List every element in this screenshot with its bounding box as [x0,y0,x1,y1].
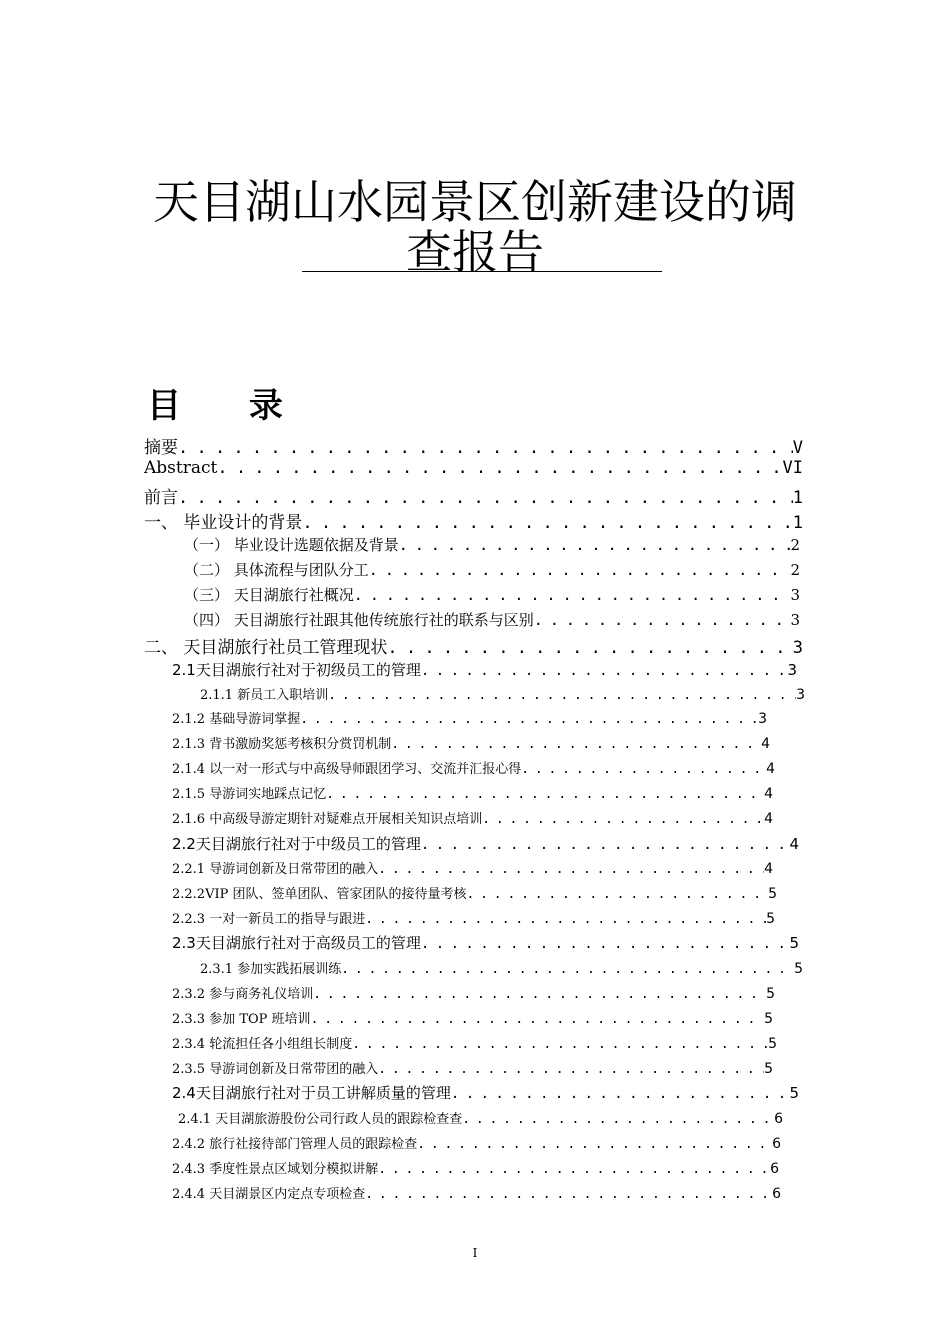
toc-entry[interactable] [184,534,800,555]
toc-entry[interactable] [172,1158,779,1177]
footer-page-number: I [472,1246,478,1260]
toc-entry-label: 摘要 [144,438,178,458]
toc-entry[interactable] [172,708,767,727]
title-underline [302,271,662,272]
toc-entry-label: 2.4.4 天目湖景区内定点专项检查 [172,1187,366,1202]
toc-leader-dots [354,586,791,604]
toc-entry-label: 2.2.1 导游词创新及日常带团的融入 [172,862,379,877]
toc-entry-page: 6 [774,1111,783,1127]
toc-entry-label: （四） 天目湖旅行社跟其他传统旅行社的联系与区别 [184,611,534,629]
toc-entry[interactable] [144,633,803,658]
toc-entry-page: 6 [772,1186,781,1202]
toc-entry[interactable] [144,483,803,508]
toc-leader-dots [391,737,761,752]
toc-entry-page: 3 [790,586,800,604]
toc-leader-dots [178,438,793,458]
toc-entry[interactable] [172,659,797,680]
toc-entry[interactable] [200,684,805,703]
toc-leader-dots [378,1162,770,1177]
toc-entry[interactable] [200,958,803,977]
toc-entry-label: 一、 毕业设计的背景 [144,513,303,533]
toc-entry-page: 4 [764,861,773,877]
toc-leader-dots [352,1037,768,1052]
toc-leader-dots [417,1137,772,1152]
toc-leader-dots [311,1012,765,1027]
toc-entry[interactable] [172,1033,777,1052]
toc-entry-label: 2.1.2 基础导游词掌握 [172,712,301,727]
toc-leader-dots [387,638,792,658]
toc-leader-dots [300,712,758,727]
toc-entry-page: 3 [796,687,805,703]
toc-entry-label: 前言 [144,488,178,508]
toc-entry[interactable] [172,858,773,877]
toc-entry[interactable] [172,1133,781,1152]
toc-entry-label: 2.3.2 参与商务礼仪培训 [172,987,314,1002]
toc-entry-label: （一） 毕业设计选题依据及背景 [184,536,399,554]
toc-entry-label: Abstract [144,458,218,478]
toc-entry-page: 3 [792,638,803,658]
toc-entry-page: 1 [792,513,803,533]
toc-entry-label: 2.2天目湖旅行社对于中级员工的管理 [172,835,421,853]
toc-entry-page: 5 [768,1036,777,1052]
toc-leader-dots [399,536,791,554]
toc-entry-label: 2.1.3 背书激励奖惩考核积分赏罚机制 [172,737,392,752]
toc-entry-label: 2.4.2 旅行社接待部门管理人员的跟踪检查 [172,1137,418,1152]
toc-leader-dots [421,837,790,853]
toc-entry-page: 3 [790,611,800,629]
toc-entry-page: 4 [764,786,773,802]
toc-entry[interactable] [144,433,803,458]
toc-entry[interactable] [172,983,775,1002]
toc-leader-dots [421,936,790,952]
toc-entry[interactable] [144,458,803,478]
toc-leader-dots [462,1112,774,1127]
toc-entry-page: 4 [761,736,770,752]
toc-entry-page: 4 [789,835,799,853]
toc-entry[interactable] [178,1108,783,1127]
toc-entry[interactable] [172,908,775,927]
toc-leader-dots [378,862,764,877]
toc-entry-page: 3 [787,661,797,679]
toc-leader-dots [217,458,782,478]
toc-entry-label: 二、 天目湖旅行社员工管理现状 [144,638,388,658]
toc-entry-label: 2.3天目湖旅行社对于高级员工的管理 [172,934,421,952]
toc-leader-dots [369,561,791,579]
toc-entry-label: 2.2.3 一对一新员工的指导与跟进 [172,912,366,927]
toc-entry-page: 5 [789,934,799,952]
toc-entry-page: 4 [764,811,773,827]
toc-entry-label: 2.1.1 新员工入职培训 [200,688,329,703]
toc-leader-dots [421,663,788,679]
toc-entry-label: 2.3.1 参加实践拓展训练 [200,962,342,977]
toc-entry[interactable] [172,758,775,777]
toc-entry-page: 3 [758,711,767,727]
toc-entry[interactable] [172,733,770,752]
toc-leader-dots [466,887,768,902]
toc-entry[interactable] [172,1008,773,1027]
toc-entry-label: 2.4天目湖旅行社对于员工讲解质量的管理 [172,1084,451,1102]
toc-entry-label: （二） 具体流程与团队分工 [184,561,369,579]
toc-entry[interactable] [184,609,800,630]
toc-leader-dots [341,962,794,977]
toc-entry-label: 2.3.4 轮流担任各小组组长制度 [172,1037,353,1052]
toc-entry-label: （三） 天目湖旅行社概况 [184,586,354,604]
toc-entry[interactable] [172,1058,773,1077]
toc-entry-page: 2 [790,561,800,579]
toc-leader-dots [365,912,766,927]
toc-entry[interactable] [184,559,800,580]
toc-leader-dots [328,688,796,703]
toc-entry[interactable] [144,508,803,533]
toc-entry-page: 5 [768,886,777,902]
toc-leader-dots [302,513,792,533]
toc-heading: 目 录 [147,386,311,426]
toc-leader-dots [534,611,791,629]
toc-entry-page: 5 [766,911,775,927]
toc-entry-label: 2.4.1 天目湖旅游股份公司行政人员的跟踪检查查 [178,1112,463,1127]
document-title-line1: 天目湖山水园景区创新建设的调 [153,175,797,229]
toc-leader-dots [482,812,764,827]
toc-entry[interactable] [172,783,773,802]
toc-entry-label: 2.1.5 导游词实地踩点记忆 [172,787,327,802]
toc-entry-page: 5 [794,961,803,977]
toc-entry[interactable] [172,833,799,854]
toc-leader-dots [313,987,766,1002]
toc-entry[interactable] [172,932,799,953]
toc-entry-label: 2.3.3 参加 TOP 班培训 [172,1012,311,1027]
toc-entry-label: 2.2.2VIP 团队、签单团队、管家团队的接待量考核 [172,887,467,902]
toc-entry-label: 2.1.4 以一对一形式与中高级导师跟团学习、交流并汇报心得 [172,762,522,777]
toc-leader-dots [378,1062,764,1077]
toc-entry-page: 6 [772,1136,781,1152]
toc-entry-page: 5 [764,1061,773,1077]
toc-leader-dots [326,787,764,802]
toc-entry[interactable] [172,1082,799,1103]
toc-entry-page: 5 [766,986,775,1002]
toc-entry-label: 2.4.3 季度性景点区域划分模拟讲解 [172,1162,379,1177]
toc-entry-page: VI [782,458,803,478]
document-title-line2: 查报告 [406,225,544,279]
toc-leader-dots [178,488,793,508]
toc-entry-page: 1 [792,488,803,508]
toc-entry[interactable] [172,1183,781,1202]
toc-leader-dots [451,1086,790,1102]
toc-entry[interactable] [184,584,800,605]
toc-entry-page: 5 [764,1011,773,1027]
toc-leader-dots [521,762,766,777]
toc-entry-page: 4 [766,761,775,777]
toc-entry-label: 2.1.6 中高级导游定期针对疑难点开展相关知识点培训 [172,812,483,827]
toc-entry-label: 2.1天目湖旅行社对于初级员工的管理 [172,661,421,679]
toc-entry[interactable] [172,883,777,902]
toc-entry-page: V [792,438,803,458]
toc-entry-page: 6 [770,1161,779,1177]
toc-entry-page: 5 [789,1084,799,1102]
toc-leader-dots [365,1187,772,1202]
toc-entry-page: 2 [790,536,800,554]
toc-entry-label: 2.3.5 导游词创新及日常带团的融入 [172,1062,379,1077]
toc-entry[interactable] [172,808,773,827]
